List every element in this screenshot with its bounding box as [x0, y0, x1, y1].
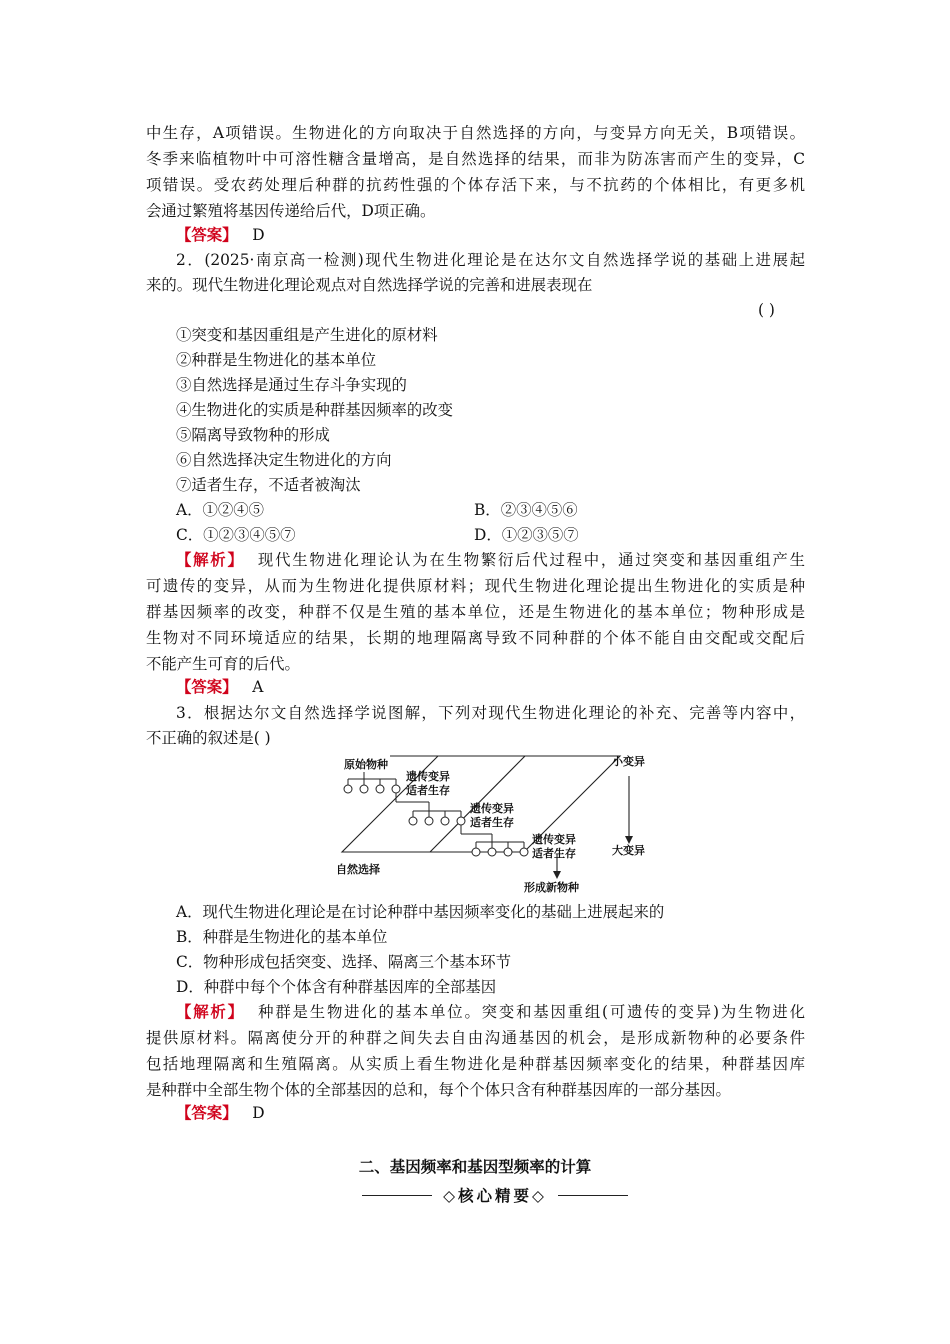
statement-item: ①突变和基因重组是产生进化的原材料: [176, 326, 438, 344]
label-original-species: 原始物种: [344, 758, 388, 771]
statement-item: ④生物进化的实质是种群基因频率的改变: [176, 401, 454, 419]
paragraph-line: 项错误。受农药处理后种群的抗药性强的个体存活下来，与不抗药的个体相比，有更多机: [146, 176, 805, 194]
analysis-tag: 【解析】: [176, 551, 245, 569]
label-survival: 适者生存: [406, 784, 450, 797]
population-group-1: [344, 772, 400, 793]
answer-tag: 【答案】: [176, 1104, 238, 1122]
label-natural-selection: 自然选择: [336, 863, 380, 876]
question-3-stem: 3．根据达尔文自然选择学说图解，下列对现代生物进化理论的补充、完善等内容中，: [176, 704, 805, 722]
paragraph-line: 中生存，A项错误。生物进化的方向取决于自然选择的方向，与变异方向无关，B项错误。: [146, 124, 805, 142]
answer-value: A: [252, 678, 264, 696]
heading-rule-left: [362, 1195, 432, 1196]
statement-item: ②种群是生物进化的基本单位: [176, 351, 377, 369]
answer-tag: 【答案】: [176, 226, 238, 244]
core-essentials-heading: [362, 1184, 628, 1208]
option-d: D．①②③⑤⑦: [474, 526, 579, 544]
statement-item: ⑤隔离导致物种的形成: [176, 426, 330, 444]
heading-rule-right: [558, 1195, 628, 1196]
question-2-stem: 2．(2025·南京高一检测)现代生物进化理论是在达尔文自然选择学说的基础上进展起: [176, 251, 805, 269]
analysis-tag: 【解析】: [176, 1003, 245, 1021]
analysis-text: 种群是生物进化的基本单位。突变和基因重组(可遗传的变异)为生物进化: [258, 1003, 805, 1021]
label-survival: 适者生存: [470, 816, 514, 829]
option-a: A．①②④⑤: [176, 501, 265, 519]
option-a: A．现代生物进化理论是在讨论种群中基因频率变化的基础上进展起来的: [176, 903, 665, 921]
answer-line: [176, 223, 265, 248]
label-variation: 遗传变异: [532, 833, 576, 846]
label-variation: 遗传变异: [470, 802, 514, 815]
statement-item: ③自然选择是通过生存斗争实现的: [176, 376, 407, 394]
answer-blank: ( ): [758, 301, 775, 319]
statement-item: ⑦适者生存，不适者被淘汰: [176, 476, 361, 494]
question-3-stem-cont: 不正确的叙述是( ): [146, 729, 271, 747]
core-essentials-label: ◇核心精要◇: [443, 1187, 547, 1205]
population-group-2: [396, 793, 465, 825]
analysis-line: 包括地理隔离和生殖隔离。从实质上看生物进化是种群基因频率变化的结果，种群基因库: [146, 1055, 805, 1073]
section-title: 二、基因频率和基因型频率的计算: [358, 1158, 592, 1176]
variation-arrow-head: [625, 836, 633, 844]
analysis-text: 现代生物进化理论认为在生物繁衍后代过程中，通过突变和基因重组产生: [257, 551, 805, 569]
paragraph-line: 会通过繁殖将基因传递给后代，D项正确。: [146, 202, 436, 220]
option-d: D．种群中每个个体含有种群基因库的全部基因: [176, 978, 497, 996]
option-c: C．物种形成包括突变、选择、隔离三个基本环节: [176, 953, 511, 971]
statement-item: ⑥自然选择决定生物进化的方向: [176, 451, 392, 469]
answer-value: D: [252, 226, 265, 244]
population-group-3: [461, 825, 528, 856]
answer-value: D: [252, 1104, 265, 1122]
paragraph-line: 冬季来临植物叶中可溶性糖含量增高，是自然选择的结果，而非为防冻害而产生的变异，C: [146, 150, 805, 168]
label-small-variation: 小变异: [612, 755, 645, 768]
option-b: B．种群是生物进化的基本单位: [176, 928, 388, 946]
label-variation: 遗传变异: [406, 770, 450, 783]
question-2-stem-cont: 来的。现代生物进化理论观点对自然选择学说的完善和进展表现在: [146, 276, 593, 294]
analysis-line: 群基因频率的改变，种群不仅是生殖的基本单位，还是生物进化的基本单位；物种形成是: [146, 603, 805, 621]
label-new-species: 形成新物种: [524, 881, 579, 894]
answer-line: [176, 675, 263, 700]
analysis-line: [176, 548, 805, 573]
answer-tag: 【答案】: [176, 678, 238, 696]
analysis-line: 是种群中全部生物个体的全部基因的总和，每个个体只含有种群基因库的一部分基因。: [146, 1081, 731, 1099]
analysis-line: 提供原材料。隔离使分开的种群之间失去自由沟通基因的机会，是形成新物种的必要条件: [146, 1029, 805, 1047]
label-survival: 适者生存: [532, 847, 576, 860]
option-b: B．②③④⑤⑥: [474, 501, 578, 519]
new-species-arrow-head: [553, 871, 561, 879]
darwin-selection-diagram: [320, 752, 660, 897]
label-large-variation: 大变异: [612, 844, 645, 857]
analysis-line: 可遗传的变异，从而为生物进化提供原材料；现代生物进化理论提出生物进化的实质是种: [146, 577, 805, 595]
analysis-line: 生物对不同环境适应的结果，长期的地理隔离导致不同种群的个体不能自由交配或交配后: [146, 629, 805, 647]
analysis-line: 不能产生可育的后代。: [146, 655, 300, 673]
option-c: C．①②③④⑤⑦: [176, 526, 296, 544]
analysis-line: [176, 1000, 805, 1025]
answer-line: [176, 1101, 265, 1126]
